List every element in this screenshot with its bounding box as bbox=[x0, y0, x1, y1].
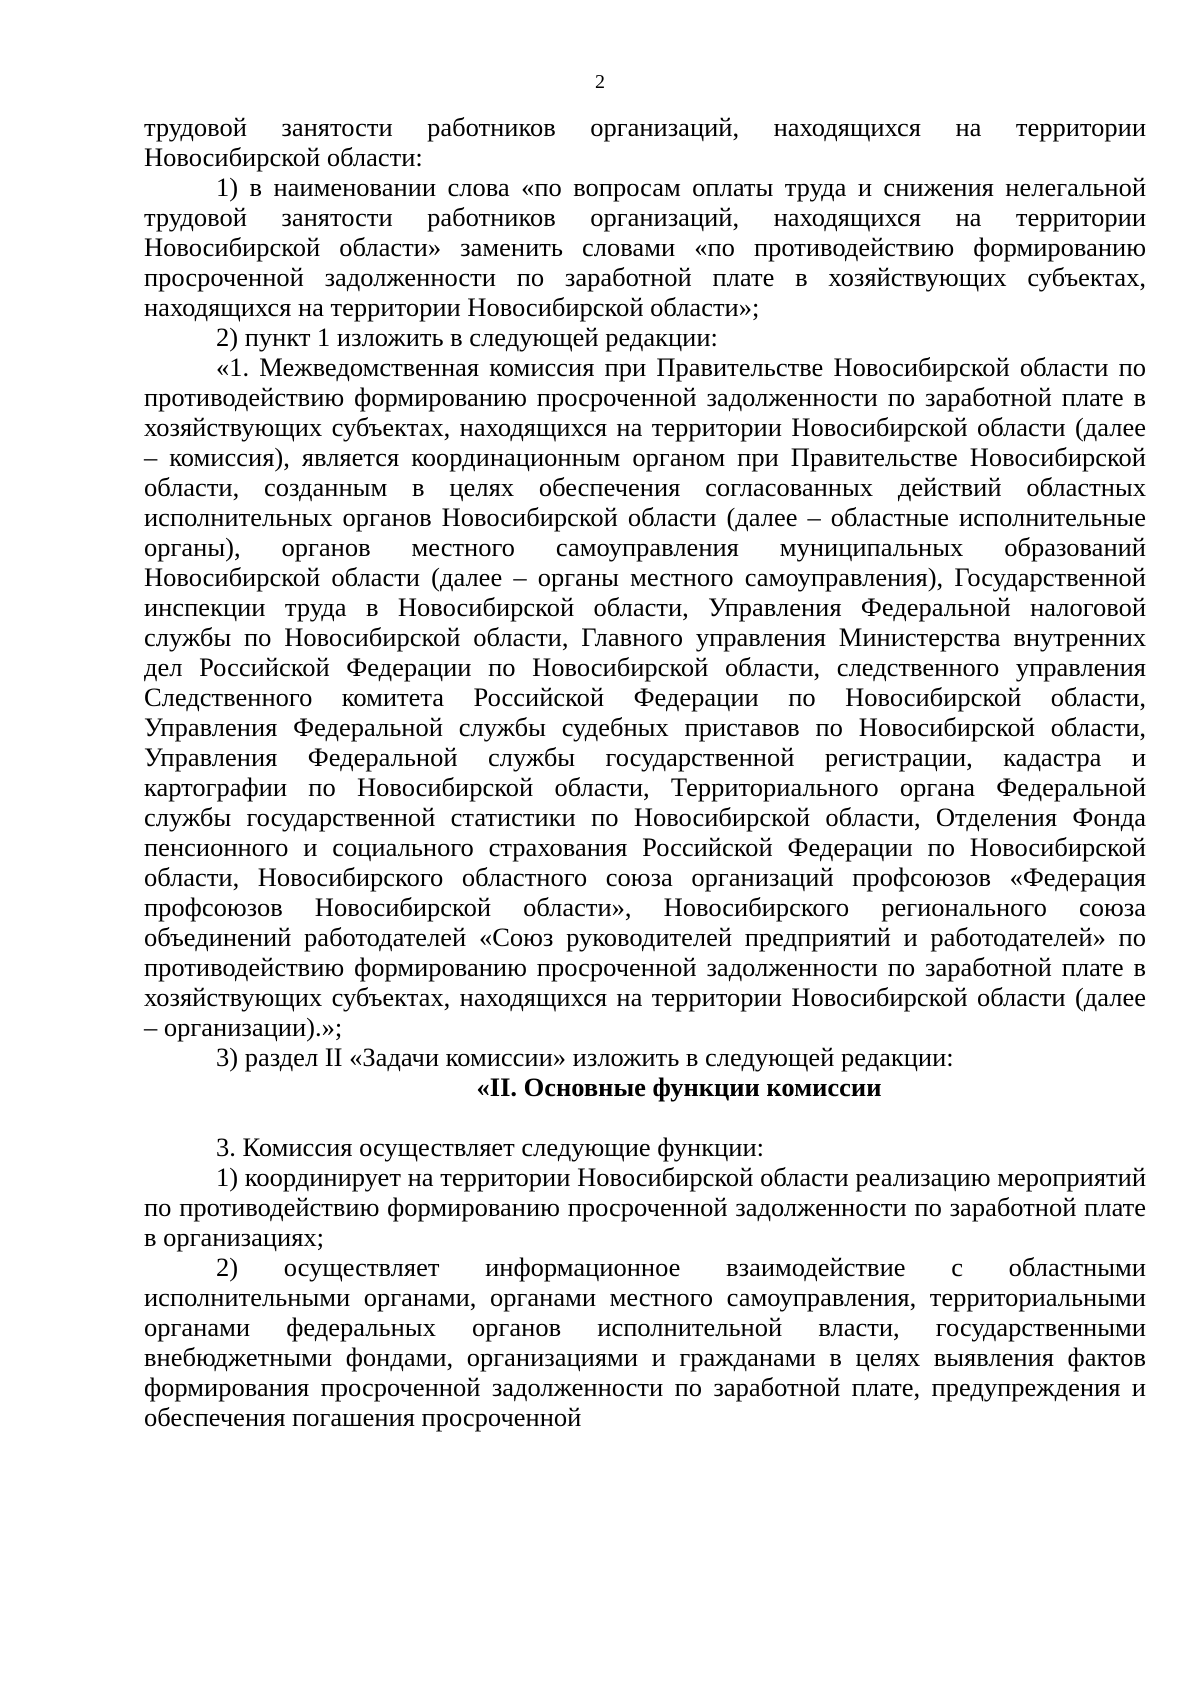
spacer bbox=[144, 1102, 1146, 1132]
paragraph-function-2: 2) осуществляет информационное взаимодействие с областными исполнительными органами, органами местного самоуправления, территориальными органами федеральных органов исполнительной власти, государственными внебюджетными фондами, организациями и гражданами в целях выявления фактов формирования просроченной задолженности по заработной плате, предупреждения и обеспечения погашения просроченной bbox=[144, 1252, 1146, 1432]
paragraph-clause-1: «1. Межведомственная комиссия при Правительстве Новосибирской области по противодействию формированию просроченной задолженности по заработной плате в хозяйствующих субъектах, находящихся на территории Новосибирской области (далее – комиссия), является координационным органом при Правительстве Новосибирской области, созданным в целях обеспечения согласованных действий областных исполнительных органов Новосибирской области (далее – областные исполнительные органы), органов местного самоуправления муниципальных образований Новосибирской области (далее – органы местного самоуправления), Государственной инспекции труда в Новосибирской области, Управления Федеральной налоговой службы по Новосибирской области, Главного управления Министерства внутренних дел Российской Федерации по Новосибирской области, следственного управления Следственного комитета Российской Федерации по Новосибирской области, Управления Федеральной службы судебных приставов по Новосибирской области, Управления Федеральной службы государственной регистрации, кадастра и картографии по Новосибирской области, Территориального органа Федеральной службы государственной статистики по Новосибирской области, Отделения Фонда пенсионного и социального страхования Российской Федерации по Новосибирской области, Новосибирского областного союза организаций профсоюзов «Федерация профсоюзов Новосибирской области», Новосибирского регионального союза объединений работодателей «Союз руководителей предприятий и работодателей» по противодействию формированию просроченной задолженности по заработной плате в хозяйствующих субъектах, находящихся на территории Новосибирской области (далее – организации).»; bbox=[144, 352, 1146, 1042]
section-heading: «II. Основные функции комиссии bbox=[476, 1072, 882, 1102]
paragraph-item-2: 2) пункт 1 изложить в следующей редакции: bbox=[216, 322, 718, 352]
paragraph-function-1: 1) координирует на территории Новосибирской области реализацию мероприятий по противодействию формированию просроченной задолженности по заработной плате в организациях; bbox=[144, 1162, 1146, 1252]
paragraph-item-3: 3) раздел II «Задачи комиссии» изложить в следующей редакции: bbox=[216, 1042, 954, 1072]
document-body bbox=[144, 112, 1146, 1432]
page-number: 2 bbox=[595, 71, 605, 93]
paragraph-item-1: 1) в наименовании слова «по вопросам оплаты труда и снижения нелегальной трудовой занятости работников организаций, находящихся на территории Новосибирской области» заменить словами «по противодействию формированию просроченной задолженности по заработной плате в хозяйствующих субъектах, находящихся на территории Новосибирской области»; bbox=[144, 172, 1146, 322]
paragraph-continuation: трудовой занятости работников организаций, находящихся на территории Новосибирской области: bbox=[144, 112, 1146, 172]
paragraph-clause-3: 3. Комиссия осуществляет следующие функции: bbox=[216, 1132, 764, 1162]
